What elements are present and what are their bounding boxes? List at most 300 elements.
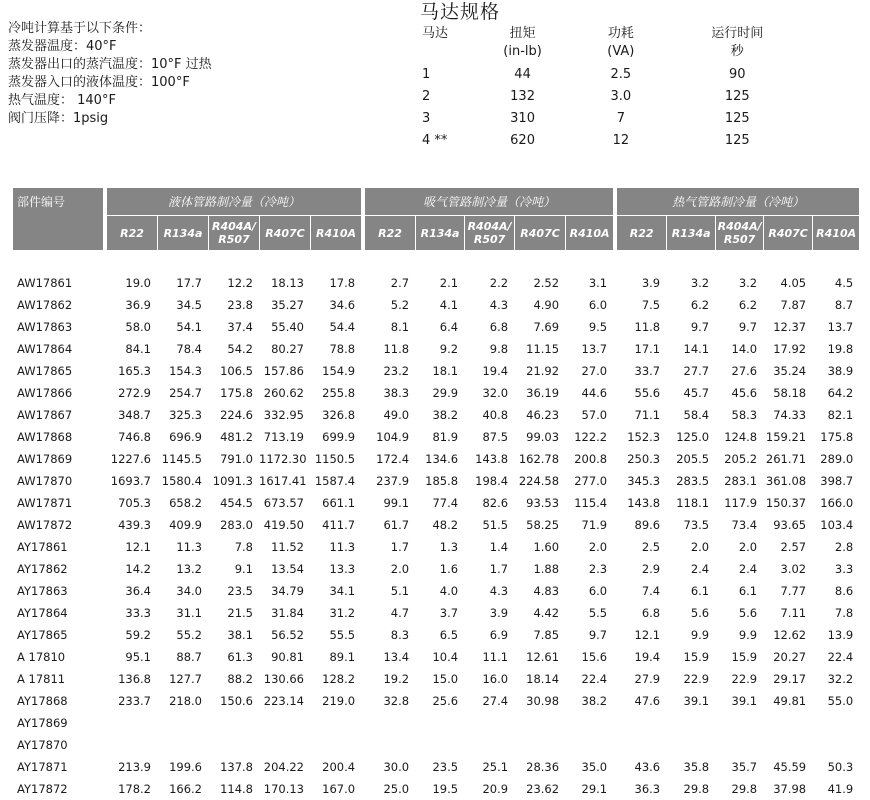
- capacity-value-cell: 23.62: [526, 782, 560, 796]
- capacity-value-cell: 12.1: [634, 628, 661, 642]
- capacity-value-cell: 11.3: [176, 540, 202, 554]
- spacer-cell: [13, 250, 859, 272]
- capacity-value-cell: [565, 734, 613, 756]
- capacity-value-cell: [514, 734, 565, 756]
- capacity-value-cell: 54.4: [329, 320, 356, 334]
- capacity-value-cell: 43.6: [634, 760, 661, 774]
- capacity-table-body: [13, 250, 859, 800]
- capacity-value-cell: 4.5: [834, 276, 854, 290]
- motor-spec-row: [380, 85, 810, 107]
- capacity-value-cell: 35.27: [271, 298, 304, 312]
- motor-runtime-cell: 125: [724, 110, 750, 126]
- capacity-value-cell: 38.2: [432, 408, 459, 422]
- capacity-value-cell: 170.13: [263, 782, 304, 796]
- capacity-value-cell: 2.0: [588, 540, 608, 554]
- capacity-value-cell: 45.6: [731, 386, 758, 400]
- table-row: [13, 492, 859, 514]
- capacity-value-cell: 32.0: [482, 386, 509, 400]
- capacity-value-cell: 77.4: [432, 496, 459, 510]
- capacity-value-cell: 175.8: [820, 430, 854, 444]
- capacity-value-cell: [259, 712, 310, 734]
- capacity-value-cell: 31.2: [329, 606, 356, 620]
- capacity-value-cell: 224.6: [220, 408, 253, 422]
- capacity-value-cell: 93.53: [526, 496, 560, 510]
- capacity-value-cell: 35.7: [731, 760, 758, 774]
- capacity-value-cell: 136.8: [118, 672, 151, 686]
- capacity-value-cell: 64.2: [827, 386, 854, 400]
- capacity-value-cell: 204.22: [263, 760, 304, 774]
- capacity-value-cell: 283.5: [676, 474, 710, 488]
- capacity-value-cell: 345.3: [627, 474, 661, 488]
- capacity-value-cell: 6.0: [588, 298, 608, 312]
- capacity-value-cell: 18.14: [526, 672, 560, 686]
- condition-line: 蒸发器出口的蒸汽温度：10°F 过热: [8, 57, 212, 72]
- capacity-value-cell: 2.0: [738, 540, 758, 554]
- motor-power-cell: 7: [616, 110, 625, 126]
- capacity-value-cell: 9.7: [588, 628, 608, 642]
- condition-line: 蒸发器温度：40°F: [8, 39, 117, 54]
- capacity-value-cell: 38.9: [827, 364, 854, 378]
- capacity-value-cell: [464, 734, 514, 756]
- capacity-value-cell: 125.0: [676, 430, 710, 444]
- capacity-value-cell: 12.61: [526, 650, 560, 664]
- capacity-value-cell: 36.19: [526, 386, 560, 400]
- refrigerant-header: R404A/ R507: [208, 216, 259, 250]
- capacity-value-cell: 30.0: [383, 760, 410, 774]
- capacity-value-cell: 56.52: [271, 628, 304, 642]
- condition-line: 热气温度： 140°F: [8, 93, 116, 108]
- capacity-value-cell: [310, 712, 361, 734]
- capacity-value-cell: 696.9: [169, 430, 202, 444]
- capacity-value-cell: 398.7: [820, 474, 854, 488]
- capacity-value-cell: 11.15: [526, 342, 560, 356]
- capacity-value-cell: 7.77: [780, 584, 807, 598]
- table-row: [13, 558, 859, 580]
- capacity-value-cell: 9.2: [439, 342, 459, 356]
- motor-torque-cell: 44: [514, 66, 531, 82]
- capacity-value-cell: 2.8: [834, 540, 854, 554]
- capacity-value-cell: 255.8: [322, 386, 356, 400]
- capacity-value-cell: 8.1: [390, 320, 410, 334]
- capacity-value-cell: 49.81: [773, 694, 807, 708]
- capacity-value-cell: 34.6: [329, 298, 356, 312]
- part-number-cell: AY17870: [17, 738, 68, 752]
- capacity-value-cell: 33.3: [125, 606, 151, 620]
- capacity-value-cell: 15.6: [581, 650, 608, 664]
- capacity-value-cell: 39.1: [683, 694, 710, 708]
- capacity-value-cell: 224.58: [518, 474, 560, 488]
- capacity-value-cell: 99.03: [526, 430, 560, 444]
- capacity-value-cell: 32.2: [827, 672, 854, 686]
- capacity-value-cell: 5.6: [690, 606, 710, 620]
- capacity-value-cell: 14.0: [731, 342, 758, 356]
- capacity-value-cell: 4.0: [439, 584, 459, 598]
- table-row: [13, 382, 859, 404]
- capacity-value-cell: 233.7: [118, 694, 151, 708]
- capacity-value-cell: 150.6: [220, 694, 253, 708]
- refrigerant-header: R22: [107, 216, 157, 250]
- capacity-value-cell: 58.18: [773, 386, 807, 400]
- runtime-header-label: 运行时间: [711, 26, 764, 41]
- capacity-value-cell: 17.92: [773, 342, 807, 356]
- capacity-value-cell: 361.08: [765, 474, 807, 488]
- capacity-value-cell: 31.84: [271, 606, 304, 620]
- capacity-value-cell: 88.7: [176, 650, 202, 664]
- capacity-value-cell: [763, 712, 812, 734]
- part-number-header: 部件编号: [13, 188, 103, 250]
- capacity-value-cell: 7.8: [234, 540, 253, 554]
- capacity-value-cell: 661.1: [322, 496, 356, 510]
- runtime-col-header: [664, 25, 810, 61]
- capacity-value-cell: 6.2: [690, 298, 710, 312]
- capacity-value-cell: 37.4: [227, 320, 253, 334]
- capacity-value-cell: 130.66: [263, 672, 304, 686]
- capacity-value-cell: 157.86: [263, 364, 304, 378]
- capacity-value-cell: 55.2: [176, 628, 202, 642]
- capacity-value-cell: 3.9: [489, 606, 509, 620]
- capacity-value-cell: 34.0: [176, 584, 202, 598]
- capacity-value-cell: 199.6: [169, 760, 202, 774]
- capacity-value-cell: 22.9: [731, 672, 758, 686]
- capacity-value-cell: 82.1: [827, 408, 854, 422]
- capacity-value-cell: 6.2: [738, 298, 758, 312]
- table-row: [13, 602, 859, 624]
- capacity-value-cell: 1150.5: [314, 452, 356, 466]
- capacity-value-cell: 205.5: [676, 452, 710, 466]
- capacity-value-cell: 25.6: [432, 694, 459, 708]
- capacity-value-cell: 84.1: [125, 342, 151, 356]
- capacity-value-cell: 54.1: [176, 320, 202, 334]
- motor-specs-table: [380, 25, 810, 151]
- refrigerant-header: R404A/ R507: [715, 216, 763, 250]
- table-row: [13, 712, 859, 734]
- table-row: [13, 646, 859, 668]
- power-header-label: 功耗: [607, 26, 634, 41]
- capacity-value-cell: 115.4: [574, 496, 608, 510]
- capacity-value-cell: 14.2: [125, 562, 151, 576]
- capacity-value-cell: 8.6: [834, 584, 854, 598]
- capacity-value-cell: 277.0: [574, 474, 608, 488]
- capacity-value-cell: [259, 734, 310, 756]
- capacity-value-cell: 13.54: [271, 562, 304, 576]
- capacity-value-cell: 23.2: [383, 364, 410, 378]
- condition-line: 阀门压降：1psig: [8, 111, 109, 126]
- capacity-value-cell: 200.8: [574, 452, 608, 466]
- capacity-value-cell: 55.5: [329, 628, 356, 642]
- torque-unit-label: (in-lb): [503, 44, 542, 59]
- capacity-value-cell: 2.5: [641, 540, 661, 554]
- motor-torque-cell: 310: [510, 110, 535, 126]
- capacity-value-cell: 14.1: [683, 342, 710, 356]
- capacity-value-cell: 37.98: [773, 782, 807, 796]
- capacity-value-cell: [310, 734, 361, 756]
- capacity-value-cell: 11.3: [329, 540, 356, 554]
- capacity-value-cell: 27.4: [482, 694, 509, 708]
- capacity-value-cell: 45.59: [773, 760, 807, 774]
- part-number-cell: AY17863: [17, 584, 68, 598]
- capacity-value-cell: 1.6: [439, 562, 459, 576]
- capacity-value-cell: 23.5: [227, 584, 253, 598]
- table-row: [13, 668, 859, 690]
- capacity-value-cell: 118.1: [676, 496, 710, 510]
- part-number-cell: AW17870: [17, 474, 73, 488]
- refrigerant-header: R22: [617, 216, 666, 250]
- motor-motor-cell: 4 **: [422, 132, 448, 148]
- capacity-value-cell: 419.50: [263, 518, 304, 532]
- capacity-value-cell: 5.5: [588, 606, 608, 620]
- capacity-value-cell: 19.0: [125, 276, 151, 290]
- liquid-line-group-header: 液体管路制冷量（冷吨）: [107, 188, 361, 216]
- capacity-value-cell: [415, 734, 464, 756]
- capacity-value-cell: 78.4: [176, 342, 202, 356]
- capacity-value-cell: 6.4: [439, 320, 459, 334]
- hot-gas-line-group-header: 热气管路制冷量（冷吨）: [617, 188, 859, 216]
- capacity-value-cell: 45.7: [683, 386, 710, 400]
- table-row: [13, 690, 859, 712]
- capacity-value-cell: 20.9: [482, 782, 509, 796]
- capacity-value-cell: 2.2: [489, 276, 509, 290]
- capacity-value-cell: 29.8: [683, 782, 710, 796]
- capacity-value-cell: 143.8: [627, 496, 661, 510]
- table-row: [13, 756, 859, 778]
- condition-line: 蒸发器入口的液体温度：100°F: [8, 75, 190, 90]
- capacity-value-cell: 172.4: [376, 452, 410, 466]
- capacity-value-cell: 439.3: [118, 518, 151, 532]
- capacity-value-cell: 78.8: [329, 342, 356, 356]
- capacity-value-cell: 283.0: [220, 518, 253, 532]
- part-number-cell: AW17861: [17, 276, 73, 290]
- capacity-value-cell: 1.7: [489, 562, 509, 576]
- refrigerant-header: R410A: [565, 216, 613, 250]
- capacity-value-cell: 59.2: [125, 628, 151, 642]
- capacity-value-cell: 150.37: [765, 496, 807, 510]
- table-row: [13, 778, 859, 800]
- capacity-value-cell: 23.5: [432, 760, 459, 774]
- capacity-value-cell: 18.1: [432, 364, 459, 378]
- capacity-value-cell: 9.1: [234, 562, 253, 576]
- capacity-value-cell: 106.5: [220, 364, 253, 378]
- capacity-value-cell: 11.8: [383, 342, 410, 356]
- capacity-value-cell: 19.5: [432, 782, 459, 796]
- motor-motor-cell: 1: [422, 66, 431, 82]
- capacity-value-cell: 19.4: [482, 364, 509, 378]
- part-number-cell: AW17867: [17, 408, 73, 422]
- capacity-value-cell: 41.9: [827, 782, 854, 796]
- part-number-cell: A 17810: [17, 650, 66, 664]
- capacity-value-cell: 5.2: [390, 298, 410, 312]
- capacity-value-cell: 1145.5: [161, 452, 202, 466]
- refrigerant-header: R134a: [415, 216, 464, 250]
- capacity-value-cell: [617, 734, 666, 756]
- part-number-cell: AW17871: [17, 496, 73, 510]
- capacity-value-cell: 1.60: [533, 540, 560, 554]
- capacity-value-cell: 8.3: [390, 628, 410, 642]
- part-number-cell: AY17869: [17, 716, 68, 730]
- capacity-value-cell: 6.8: [641, 606, 661, 620]
- capacity-value-cell: 11.52: [271, 540, 304, 554]
- capacity-value-cell: 36.3: [634, 782, 661, 796]
- part-number-cell: AW17866: [17, 386, 73, 400]
- capacity-value-cell: 73.5: [683, 518, 710, 532]
- torque-header-label: 扭矩: [509, 26, 536, 41]
- power-unit-label: (VA): [607, 44, 635, 59]
- capacity-value-cell: 5.1: [390, 584, 410, 598]
- torque-col-header: [478, 25, 567, 61]
- capacity-value-cell: 167.0: [322, 782, 356, 796]
- capacity-value-cell: 74.33: [773, 408, 807, 422]
- capacity-value-cell: 19.8: [827, 342, 854, 356]
- capacity-value-cell: [107, 712, 157, 734]
- table-row: [13, 536, 859, 558]
- capacity-value-cell: 58.0: [125, 320, 151, 334]
- motor-runtime-cell: 125: [724, 132, 750, 148]
- capacity-value-cell: [157, 712, 208, 734]
- capacity-value-cell: 34.1: [329, 584, 356, 598]
- table-row: [13, 470, 859, 492]
- capacity-value-cell: 205.2: [724, 452, 758, 466]
- capacity-value-cell: [415, 712, 464, 734]
- capacity-value-cell: 223.14: [263, 694, 304, 708]
- capacity-value-cell: 13.7: [827, 320, 854, 334]
- refrigerant-header: R407C: [514, 216, 565, 250]
- capacity-value-cell: 4.3: [489, 298, 509, 312]
- capacity-value-cell: 1617.41: [259, 474, 307, 488]
- capacity-value-cell: 55.0: [827, 694, 854, 708]
- capacity-value-cell: 3.1: [588, 276, 608, 290]
- capacity-value-cell: 673.57: [263, 496, 304, 510]
- capacity-value-cell: 2.7: [390, 276, 410, 290]
- capacity-value-cell: [763, 734, 812, 756]
- capacity-value-cell: 99.1: [383, 496, 410, 510]
- table-row: [13, 338, 859, 360]
- capacity-value-cell: 4.7: [390, 606, 410, 620]
- capacity-value-cell: 124.8: [724, 430, 758, 444]
- capacity-value-cell: 9.9: [738, 628, 758, 642]
- capacity-value-cell: 2.1: [439, 276, 459, 290]
- spacer-row: [13, 250, 859, 272]
- capacity-value-cell: [514, 712, 565, 734]
- capacity-value-cell: 15.9: [731, 650, 758, 664]
- motor-motor-cell: 2: [422, 88, 431, 104]
- capacity-value-cell: 48.2: [432, 518, 459, 532]
- capacity-value-cell: 38.3: [383, 386, 410, 400]
- capacity-value-cell: 1172.30: [259, 452, 307, 466]
- capacity-value-cell: 27.9: [634, 672, 661, 686]
- part-number-cell: AW17869: [17, 452, 73, 466]
- capacity-value-cell: 58.25: [526, 518, 560, 532]
- capacity-value-cell: 35.8: [683, 760, 710, 774]
- capacity-value-cell: 6.0: [588, 584, 608, 598]
- capacity-value-cell: 15.0: [432, 672, 459, 686]
- capacity-value-cell: 1227.6: [110, 452, 151, 466]
- refrigerant-header-row: [13, 216, 859, 250]
- capacity-value-cell: [812, 712, 859, 734]
- capacity-value-cell: [666, 734, 715, 756]
- part-number-cell: AW17862: [17, 298, 73, 312]
- table-row: [13, 580, 859, 602]
- capacity-value-cell: 27.6: [731, 364, 758, 378]
- capacity-value-cell: 272.9: [118, 386, 151, 400]
- capacity-value-cell: 6.8: [489, 320, 509, 334]
- capacity-value-cell: [365, 734, 415, 756]
- capacity-value-cell: 88.2: [227, 672, 253, 686]
- capacity-value-cell: 128.2: [322, 672, 356, 686]
- capacity-value-cell: 36.9: [125, 298, 151, 312]
- capacity-value-cell: 137.8: [220, 760, 253, 774]
- capacity-value-cell: 13.9: [827, 628, 854, 642]
- capacity-value-cell: 44.6: [581, 386, 608, 400]
- motor-power-cell: 3.0: [610, 88, 632, 104]
- part-number-cell: AY17865: [17, 628, 68, 642]
- refrigerant-header: R410A: [812, 216, 859, 250]
- capacity-value-cell: 165.3: [118, 364, 151, 378]
- capacity-value-cell: 409.9: [169, 518, 202, 532]
- capacity-value-cell: 143.8: [475, 452, 509, 466]
- capacity-value-cell: 134.6: [425, 452, 459, 466]
- motor-torque-cell: 132: [510, 88, 535, 104]
- part-number-cell: AW17863: [17, 320, 73, 334]
- capacity-value-cell: 7.5: [641, 298, 661, 312]
- capacity-value-cell: 58.3: [731, 408, 758, 422]
- capacity-value-cell: 152.3: [627, 430, 661, 444]
- capacity-value-cell: 127.7: [169, 672, 202, 686]
- capacity-value-cell: 250.3: [627, 452, 661, 466]
- capacity-value-cell: 10.4: [432, 650, 459, 664]
- part-number-cell: AW17864: [17, 342, 73, 356]
- table-row: [13, 734, 859, 756]
- capacity-value-cell: 93.65: [773, 518, 807, 532]
- capacity-value-cell: 29.17: [773, 672, 807, 686]
- capacity-value-cell: 9.9: [690, 628, 710, 642]
- capacity-value-cell: 20.27: [773, 650, 807, 664]
- capacity-value-cell: [464, 712, 514, 734]
- capacity-value-cell: [617, 712, 666, 734]
- capacity-value-cell: 3.9: [641, 276, 661, 290]
- capacity-value-cell: 198.4: [475, 474, 509, 488]
- capacity-value-cell: 325.3: [169, 408, 202, 422]
- capacity-value-cell: 55.40: [271, 320, 304, 334]
- refrigerant-header: R407C: [259, 216, 310, 250]
- capacity-value-cell: 82.6: [482, 496, 509, 510]
- motor-runtime-cell: 90: [728, 66, 746, 82]
- capacity-value-cell: 114.8: [220, 782, 253, 796]
- motor-power-cell: 12: [612, 132, 630, 148]
- capacity-value-cell: 21.5: [227, 606, 253, 620]
- capacity-value-cell: 18.13: [271, 276, 304, 290]
- capacity-value-cell: 260.62: [263, 386, 304, 400]
- capacity-value-cell: 4.3: [489, 584, 509, 598]
- capacity-value-cell: 2.57: [780, 540, 807, 554]
- table-row: [13, 624, 859, 646]
- capacity-value-cell: 1693.7: [110, 474, 151, 488]
- capacity-value-cell: 13.7: [581, 342, 608, 356]
- capacity-value-cell: 71.9: [581, 518, 608, 532]
- capacity-value-cell: [208, 712, 259, 734]
- capacity-value-cell: 25.1: [482, 760, 509, 774]
- capacity-value-cell: 178.2: [118, 782, 151, 796]
- capacity-value-cell: 175.8: [220, 386, 253, 400]
- refrigerant-header: R410A: [310, 216, 361, 250]
- capacity-value-cell: 29.8: [731, 782, 758, 796]
- capacity-value-cell: 22.9: [683, 672, 710, 686]
- capacity-value-cell: 90.81: [271, 650, 304, 664]
- capacity-value-cell: 103.4: [820, 518, 854, 532]
- capacity-value-cell: 705.3: [118, 496, 151, 510]
- table-row: [13, 272, 859, 294]
- capacity-value-cell: 19.2: [383, 672, 410, 686]
- capacity-value-cell: [715, 712, 763, 734]
- capacity-value-cell: 87.5: [482, 430, 509, 444]
